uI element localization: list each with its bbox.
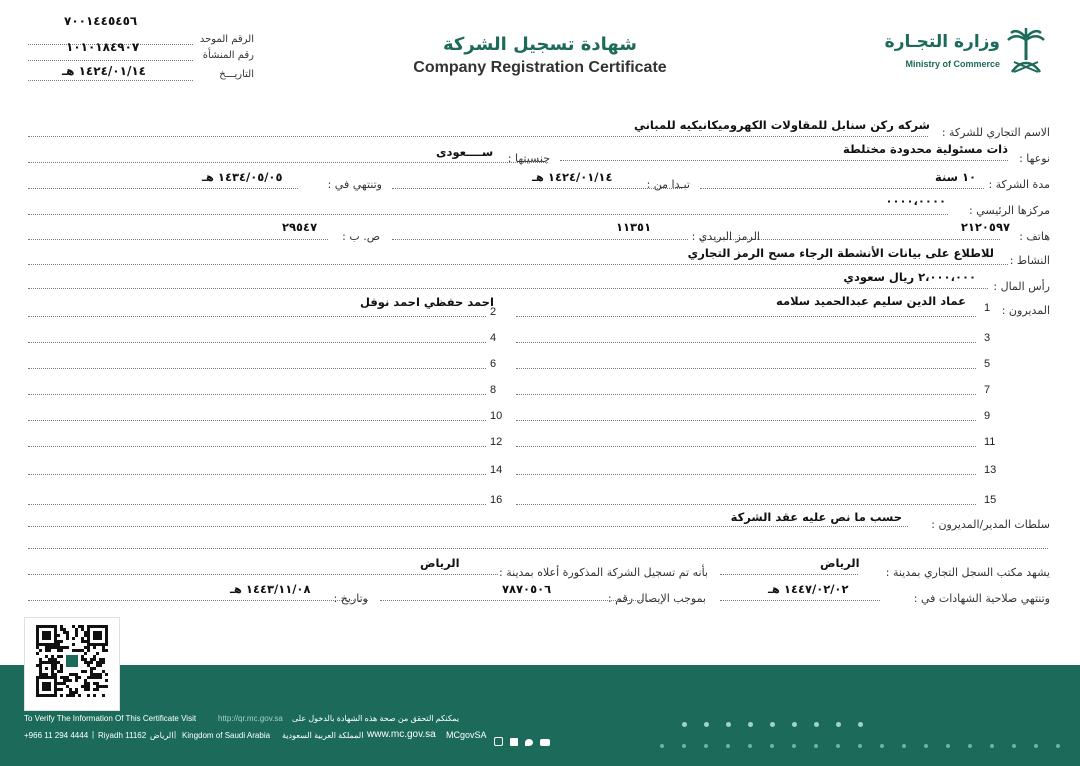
ministry-logo bbox=[884, 28, 1052, 78]
ministry-name-ar: وزارة التجـارة bbox=[884, 32, 1000, 52]
establishment-number-value: ١٠١٠١٨٤٩٠٧ bbox=[66, 40, 140, 54]
manager-number: 16 bbox=[490, 494, 503, 506]
managers-label: المديرون : bbox=[1001, 304, 1050, 317]
registered-label: بأنه تم تسجيل الشركة المذكورة أعلاه بمدينة : bbox=[499, 566, 708, 579]
youtube-icon[interactable] bbox=[540, 739, 550, 746]
manager-number: 7 bbox=[984, 384, 991, 396]
manager-number: 14 bbox=[490, 464, 503, 476]
verify-text-ar: يمكنكم التحقق من صحة هذه الشهادة بالدخول على bbox=[292, 714, 460, 723]
manager-number: 12 bbox=[490, 436, 503, 448]
manager-2-value: احمد حفظي احمد نوفل bbox=[360, 295, 494, 309]
footer-riyadh-en: Riyadh 11162 bbox=[98, 731, 147, 740]
authority-label: سلطات المدير/المديرون : bbox=[931, 518, 1050, 531]
type-label: نوعها : bbox=[1019, 152, 1050, 165]
receipt-value: ٧٨٧٠٥٠٦ bbox=[502, 582, 552, 596]
instagram-icon[interactable] bbox=[494, 737, 503, 746]
palm-swords-emblem-icon bbox=[1006, 28, 1046, 76]
witness-city: الرياض bbox=[820, 556, 860, 570]
receipt-date-label: وتاريخ : bbox=[333, 592, 368, 605]
title-en: Company Registration Certificate bbox=[413, 59, 667, 76]
starts-value: ١٤٢٤/٠١/١٤ هـ bbox=[532, 170, 613, 184]
footer-website-link[interactable]: www.mc.gov.sa bbox=[367, 729, 436, 740]
manager-number: 4 bbox=[490, 332, 497, 344]
receipt-date-value: ١٤٤٣/١١/٠٨ هـ bbox=[230, 582, 311, 596]
manager-number: 5 bbox=[984, 358, 991, 370]
footer-social-handle[interactable]: MCgovSA bbox=[446, 730, 487, 740]
pobox-value: ٢٩٥٤٧ bbox=[282, 220, 318, 234]
validity-label: وتنتهي صلاحية الشهادات في : bbox=[913, 592, 1050, 605]
verify-text-en: To Verify The Information Of This Certificate Visit bbox=[24, 714, 197, 723]
postal-label: الرمز البريدي : bbox=[691, 230, 760, 243]
footer-riyadh-ar: الرياض bbox=[150, 731, 174, 740]
twitter-icon[interactable] bbox=[525, 739, 533, 746]
type-value: ذات مسئولية محدودة مختلطة bbox=[843, 142, 1008, 156]
facebook-icon[interactable] bbox=[510, 738, 518, 746]
capital-value: ٢،٠٠٠،٠٠٠ ريال سعودي bbox=[843, 270, 976, 284]
manager-number: 15 bbox=[984, 494, 997, 506]
social-icons bbox=[494, 731, 550, 750]
ministry-name-en: Ministry of Commerce bbox=[905, 59, 1000, 69]
footer-band: To Verify The Information Of This Certificate Visit http://qr.mc.gov.sa يمكنكم التحقق من صحة هذه الشهادة بالدخول على +966 11 294 4444 | Riyadh 11162 الرياض | Kingdom of Saudi Arabia المملكة العربية السعودية www.mc.gov.sa MCgovSA bbox=[0, 665, 1080, 766]
manager-number: 13 bbox=[984, 464, 997, 476]
duration-value: ١٠ سنة bbox=[934, 170, 976, 184]
manager-1-value: عماد الدين سليم عبدالحميد سلامه bbox=[775, 294, 966, 308]
activity-label: النشاط : bbox=[1009, 254, 1050, 267]
receipt-label: بموجب الإيصال رقم : bbox=[607, 592, 706, 605]
header-date-label: التاريـــخ bbox=[219, 69, 254, 80]
phone-label: هاتف : bbox=[1019, 230, 1050, 243]
witness-label: يشهد مكتب السجل التجاري بمدينة : bbox=[885, 566, 1050, 579]
footer-kingdom-en: Kingdom of Saudi Arabia bbox=[182, 731, 271, 740]
qr-code-icon bbox=[25, 618, 119, 710]
manager-number: 2 bbox=[490, 306, 497, 318]
unified-number-label: الرقم الموحد bbox=[199, 34, 254, 45]
capital-label: رأس المال : bbox=[993, 280, 1050, 293]
title-ar: شهادة تسجيل الشركة bbox=[442, 34, 638, 55]
validity-value: ١٤٤٧/٠٢/٠٢ هـ bbox=[768, 582, 849, 596]
header-date-value: ١٤٢٤/٠١/١٤ هـ bbox=[62, 64, 146, 78]
hq-value: ٠٠٠٠،٠٠٠٠ bbox=[885, 194, 946, 208]
duration-label: مدة الشركة : bbox=[988, 178, 1050, 191]
ends-value: ١٤٣٤/٠٥/٠٥ هـ bbox=[202, 170, 283, 184]
starts-label: تبـدا من : bbox=[646, 178, 690, 191]
manager-number: 11 bbox=[984, 436, 996, 448]
footer-phone: +966 11 294 4444 bbox=[24, 731, 89, 740]
phone-value: ٢١٢٠٥٩٧ bbox=[960, 220, 1010, 234]
manager-number: 6 bbox=[490, 358, 497, 370]
establishment-number-label: رقم المنشأة bbox=[202, 50, 254, 61]
verify-url-link[interactable]: http://qr.mc.gov.sa bbox=[218, 714, 283, 723]
activity-value: للاطلاع على بيانات الأنشطة الرجاء مسح الرمز التجاري bbox=[687, 246, 994, 260]
pobox-label: ص. ب : bbox=[342, 230, 380, 243]
manager-number: 3 bbox=[984, 332, 991, 344]
manager-number: 9 bbox=[984, 410, 991, 422]
qr-code[interactable] bbox=[24, 617, 120, 711]
footer-kingdom-ar: المملكة العربية السعودية bbox=[282, 731, 364, 740]
manager-number: 10 bbox=[490, 410, 503, 422]
manager-number: 1 bbox=[984, 302, 991, 314]
nationality-value: ســــعودى bbox=[436, 145, 494, 159]
ends-label: وتنتهي في : bbox=[327, 178, 382, 191]
trade-name-label: الاسم التجاري للشركة : bbox=[941, 126, 1050, 139]
authority-value: حسب ما نص عليه عقد الشركة bbox=[730, 510, 902, 524]
nationality-label: جنسيتها : bbox=[507, 152, 550, 165]
hq-label: مركزها الرئيسي : bbox=[969, 204, 1050, 217]
trade-name-value: شركه ركن سنابل للمقاولات الكهروميكانيكيه للمباني bbox=[633, 118, 930, 132]
manager-number: 8 bbox=[490, 384, 497, 396]
unified-number-value: ٧٠٠١٤٤٥٤٥٦ bbox=[64, 14, 138, 28]
registered-city: الرياض bbox=[420, 556, 460, 570]
postal-value: ١١٣٥١ bbox=[616, 220, 652, 234]
